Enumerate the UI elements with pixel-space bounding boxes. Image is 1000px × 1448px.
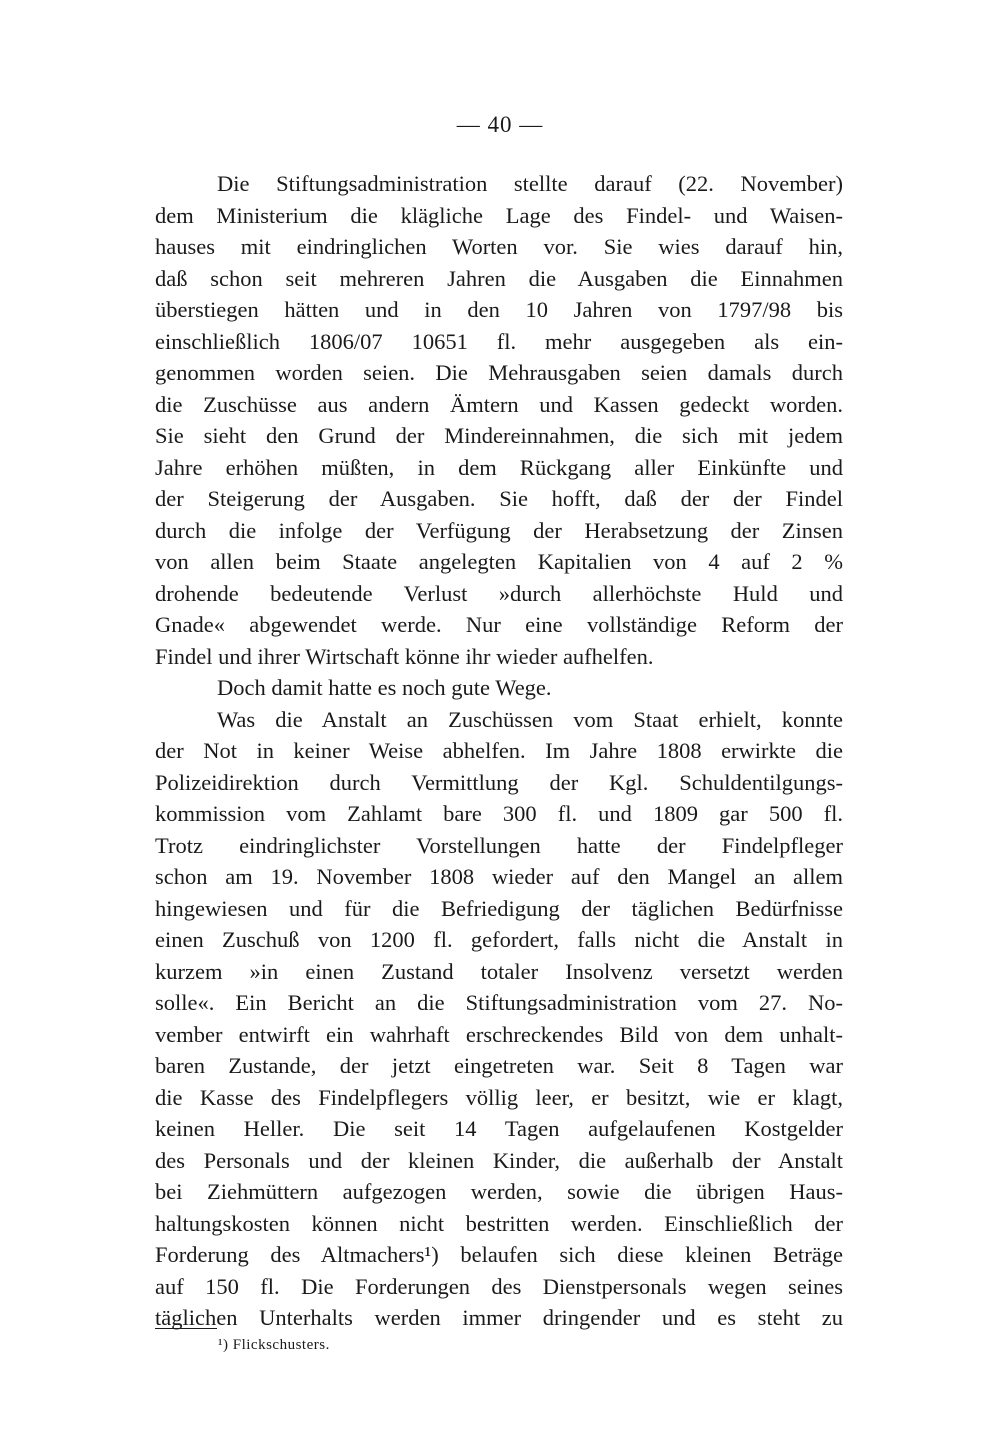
paragraph — [155, 672, 843, 704]
footnote-marker: ¹) — [218, 1337, 229, 1353]
text-line: keinen Heller. Die seit 14 Tagen aufgelaufenen Kostgelder — [155, 1116, 843, 1141]
text-line: der Not in keiner Weise abhelfen. Im Jahre 1808 erwirkte die — [155, 738, 843, 763]
text-line: einen Zuschuß von 1200 fl. gefordert, falls nicht die Anstalt in — [155, 927, 843, 952]
text-line: bei Ziehmüttern aufgezogen werden, sowie die übrigen Haus- — [155, 1179, 843, 1204]
text-line: kurzem »in einen Zustand totaler Insolvenz versetzt werden — [155, 958, 843, 984]
text-line: solle«. Ein Bericht an die Stiftungsadministration vom 27. No- — [155, 990, 843, 1015]
text-line: Doch damit hatte es noch gute Wege. — [217, 675, 552, 700]
text-line: schon am 19. November 1808 wieder auf den Mangel an allem — [155, 864, 843, 889]
text-line: baren Zustande, der jetzt eingetreten war. Seit 8 Tagen war — [155, 1053, 843, 1078]
paragraph — [155, 168, 843, 672]
text-line: durch die infolge der Verfügung der Herabsetzung der Zinsen — [155, 517, 843, 543]
text-line: hauses mit eindringlichen Worten vor. Sie wies darauf hin, — [155, 234, 843, 259]
text-line: hingewiesen und für die Befriedigung der täglichen Bedürfnisse — [155, 895, 843, 921]
text-line: Polizeidirektion durch Vermittlung der Kgl. Schuldentilgungs- — [155, 769, 843, 795]
text-line: genommen worden seien. Die Mehrausgaben seien damals durch — [155, 360, 843, 385]
text-line: Was die Anstalt an Zuschüssen vom Staat erhielt, konnte — [217, 706, 843, 732]
footnote — [218, 1334, 330, 1356]
text-line: drohende bedeutende Verlust »durch allerhöchste Huld und — [155, 580, 843, 606]
paragraph — [155, 704, 843, 1334]
text-line: vember entwirft ein wahrhaft erschreckendes Bild von dem unhalt- — [155, 1021, 843, 1047]
text-line: auf 150 fl. Die Forderungen des Dienstpersonals wegen seines — [155, 1273, 843, 1299]
page-number: — 40 — — [456, 112, 544, 137]
footnote-text: Flickschusters. — [232, 1337, 330, 1353]
text-line: Jahre erhöhen müßten, in dem Rückgang aller Einkünfte und — [155, 454, 843, 480]
text-line: dem Ministerium die klägliche Lage des Findel- und Waisen- — [155, 202, 843, 228]
text-line: einschließlich 1806/07 10651 fl. mehr ausgegeben als ein- — [155, 328, 843, 354]
text-line: des Personals und der kleinen Kinder, die außerhalb der Anstalt — [155, 1147, 843, 1173]
text-line: täglichen Unterhalts werden immer dringender und es steht zu — [155, 1305, 843, 1330]
text-line: kommission vom Zahlamt bare 300 fl. und 1809 gar 500 fl. — [155, 801, 843, 826]
text-line: Gnade« abgewendet werde. Nur eine vollständige Reform der — [155, 612, 843, 637]
text-line: daß schon seit mehreren Jahren die Ausgaben die Einnahmen — [155, 265, 843, 291]
text-line: Die Stiftungsadministration stellte darauf (22. November) — [217, 171, 843, 196]
text-line: der Steigerung der Ausgaben. Sie hofft, daß der der Findel — [155, 486, 843, 511]
text-line: Trotz eindringlichster Vorstellungen hatte der Findelpfleger — [155, 832, 843, 858]
text-line: haltungskosten können nicht bestritten werden. Einschließlich der — [155, 1210, 843, 1236]
body-text — [155, 168, 843, 1334]
text-line: die Kasse des Findelpflegers völlig leer, er besitzt, wie er klagt, — [155, 1084, 843, 1110]
text-line: Findel und ihrer Wirtschaft könne ihr wieder aufhelfen. — [155, 643, 654, 669]
text-line: von allen beim Staate angelegten Kapitalien von 4 auf 2 % — [155, 549, 843, 574]
text-line: die Zuschüsse aus andern Ämtern und Kassen gedeckt worden. — [155, 391, 843, 417]
text-line: Forderung des Altmachers¹) belaufen sich diese kleinen Beträge — [155, 1242, 843, 1267]
footnote-rule — [155, 1328, 217, 1329]
text-line: überstiegen hätten und in den 10 Jahren von 1797/98 bis — [155, 297, 843, 322]
text-line: Sie sieht den Grund der Mindereinnahmen, die sich mit jedem — [155, 423, 843, 448]
